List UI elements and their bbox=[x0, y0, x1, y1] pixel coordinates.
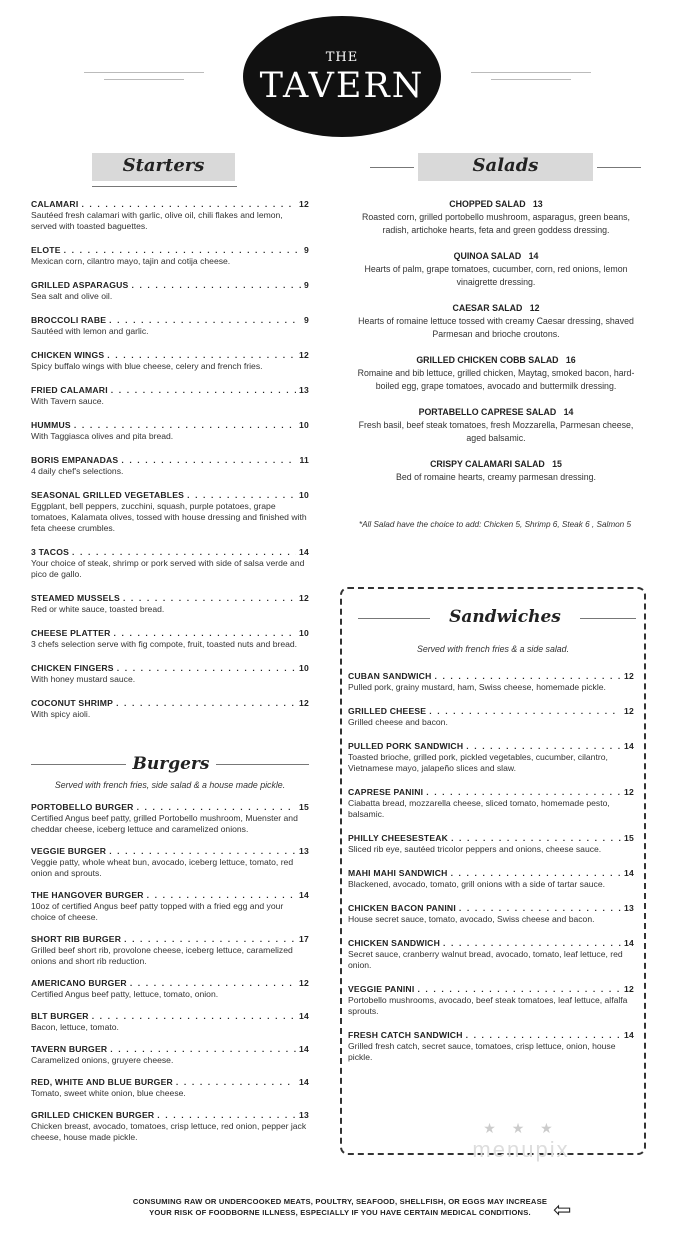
menu-item bbox=[31, 244, 309, 267]
menu-item-name: SEASONAL GRILLED VEGETABLES bbox=[31, 490, 185, 500]
menu-item-price: 9 bbox=[304, 280, 309, 290]
burgers-heading: Burgers bbox=[132, 754, 210, 774]
menu-item-price: 14 bbox=[299, 890, 309, 900]
menu-item-price: 12 bbox=[299, 698, 309, 708]
menu-item-header bbox=[348, 705, 634, 717]
dot-leader bbox=[117, 662, 296, 674]
menu-item-name: THE HANGOVER BURGER bbox=[31, 890, 144, 900]
menu-item-price: 12 bbox=[624, 671, 634, 681]
salad-item-description: Bed of romaine hearts, creamy parmesan dressing. bbox=[396, 472, 596, 482]
decorative-line bbox=[491, 79, 571, 80]
menu-item-name: PHILLY CHEESESTEAK bbox=[348, 833, 449, 843]
menu-item-header bbox=[31, 489, 309, 501]
menu-item-price: 12 bbox=[624, 706, 634, 716]
menu-item-price: 10 bbox=[299, 490, 309, 500]
dot-leader bbox=[92, 1010, 296, 1022]
dot-leader bbox=[109, 845, 296, 857]
dot-leader bbox=[466, 1029, 621, 1041]
salad-item bbox=[354, 354, 638, 392]
salad-item-header bbox=[354, 406, 638, 419]
menu-item bbox=[31, 546, 309, 580]
menu-item bbox=[31, 697, 309, 720]
menu-item-name: PULLED PORK SANDWICH bbox=[348, 741, 464, 751]
burgers-rule-left bbox=[31, 764, 126, 765]
menu-item-price: 11 bbox=[299, 455, 309, 465]
dot-leader bbox=[187, 489, 296, 501]
salads-rule-right bbox=[597, 167, 641, 168]
menu-item-description: Ciabatta bread, mozzarella cheese, sliced tomato, homemade pesto, balsamic. bbox=[348, 798, 610, 819]
menu-item-description: Mexican corn, cilantro mayo, tajin and cotija cheese. bbox=[31, 256, 231, 266]
dot-leader bbox=[434, 670, 621, 682]
salad-item-header bbox=[354, 458, 638, 471]
back-arrow-icon[interactable]: ⇦ bbox=[553, 1197, 572, 1222]
menu-item-name: SHORT RIB BURGER bbox=[31, 934, 122, 944]
menu-item-header bbox=[31, 933, 309, 945]
menu-item-name: MAHI MAHI SANDWICH bbox=[348, 868, 448, 878]
menu-item-price: 15 bbox=[299, 802, 309, 812]
menu-item-description: With honey mustard sauce. bbox=[31, 674, 136, 684]
menu-item-name: HUMMUS bbox=[31, 420, 71, 430]
menu-item-name: BLT BURGER bbox=[31, 1011, 89, 1021]
menu-item-header bbox=[31, 1043, 309, 1055]
menu-item-name: VEGGIE BURGER bbox=[31, 846, 107, 856]
menu-item bbox=[31, 454, 309, 477]
decorative-line bbox=[104, 79, 184, 80]
menu-item-description: Bacon, lettuce, tomato. bbox=[31, 1022, 119, 1032]
menu-item-name: CHEESE PLATTER bbox=[31, 628, 111, 638]
menu-item-description: 10oz of certified Angus beef patty topped with a fried egg and your choice of cheese. bbox=[31, 901, 284, 922]
menu-item-description: Certified Angus beef patty, grilled Portobello mushroom, Muenster and cheddar cheese, iceberg lettuce and caramelized onions. bbox=[31, 813, 298, 834]
menu-item-price: 14 bbox=[624, 938, 634, 948]
menu-item-price: 12 bbox=[299, 593, 309, 603]
menu-item-price: 14 bbox=[624, 1030, 634, 1040]
menu-item-header bbox=[31, 454, 309, 466]
menu-item-description: Caramelized onions, gruyere cheese. bbox=[31, 1055, 174, 1065]
menu-item bbox=[31, 419, 309, 442]
dot-leader bbox=[451, 867, 621, 879]
menu-item bbox=[31, 627, 309, 650]
dot-leader bbox=[451, 832, 621, 844]
dot-leader bbox=[176, 1076, 296, 1088]
burgers-rule-right bbox=[216, 764, 309, 765]
dot-leader bbox=[157, 1109, 296, 1121]
menu-item-name: BORIS EMPANADAS bbox=[31, 455, 119, 465]
menu-item-header bbox=[348, 786, 634, 798]
menu-item-price: 13 bbox=[624, 903, 634, 913]
dot-leader bbox=[130, 977, 296, 989]
salad-addons-note: *All Salad have the choice to add: Chicken 5, Shrimp 6, Steak 6 , Salmon 5 bbox=[358, 520, 632, 529]
salads-list bbox=[354, 198, 638, 498]
menu-item-description: Chicken breast, avocado, tomatoes, crisp lettuce, red onion, pepper jack cheese, house made pickle. bbox=[31, 1121, 307, 1142]
menu-item-price: 13 bbox=[299, 1110, 309, 1120]
menu-item-price: 12 bbox=[624, 787, 634, 797]
menu-item-description: Pulled pork, grainy mustard, ham, Swiss cheese, homemade pickle. bbox=[348, 682, 606, 692]
dot-leader bbox=[137, 801, 296, 813]
dot-leader bbox=[114, 627, 297, 639]
dot-leader bbox=[417, 983, 621, 995]
salad-item-name: QUINOA SALAD bbox=[453, 251, 522, 261]
menu-item-description: Secret sauce, cranberry walnut bread, avocado, tomato, leaf lettuce, red onion. bbox=[348, 949, 623, 970]
menu-item bbox=[31, 662, 309, 685]
menu-item-price: 13 bbox=[299, 846, 309, 856]
menu-item-header bbox=[31, 1109, 309, 1121]
menu-item-price: 13 bbox=[299, 385, 309, 395]
starters-list bbox=[31, 198, 309, 732]
menu-item-description: House secret sauce, tomato, avocado, Swiss cheese and bacon. bbox=[348, 914, 595, 924]
menu-item-price: 14 bbox=[299, 1011, 309, 1021]
menu-item-name: 3 TACOS bbox=[31, 547, 70, 557]
menu-item-header bbox=[31, 1076, 309, 1088]
menu-item-price: 12 bbox=[624, 984, 634, 994]
menu-item-description: With Taggiasca olives and pita bread. bbox=[31, 431, 174, 441]
salad-item-price: 14 bbox=[563, 407, 574, 417]
menu-item-header bbox=[31, 845, 309, 857]
salad-item bbox=[354, 250, 638, 288]
salad-item-name: CAESAR SALAD bbox=[452, 303, 523, 313]
menu-item-name: FRESH CATCH SANDWICH bbox=[348, 1030, 463, 1040]
menu-item bbox=[31, 1010, 309, 1033]
menu-item bbox=[348, 1029, 634, 1063]
menu-item-description: Your choice of steak, shrimp or pork served with side of salsa verde and pico de gallo. bbox=[31, 558, 305, 579]
menu-item-header bbox=[31, 889, 309, 901]
menu-item bbox=[31, 1109, 309, 1143]
menu-item-price: 10 bbox=[299, 628, 309, 638]
salad-item-price: 16 bbox=[565, 355, 576, 365]
menu-item bbox=[348, 937, 634, 971]
salad-item-header bbox=[354, 302, 638, 315]
menu-item-name: GRILLED CHEESE bbox=[348, 706, 427, 716]
menu-item-header bbox=[31, 697, 309, 709]
starters-heading: Starters bbox=[92, 153, 235, 181]
burgers-list bbox=[31, 801, 309, 1153]
menu-item-name: COCONUT SHRIMP bbox=[31, 698, 114, 708]
menu-item-price: 14 bbox=[624, 868, 634, 878]
menu-item-name: AMERICANO BURGER bbox=[31, 978, 127, 988]
salad-item bbox=[354, 198, 638, 236]
menu-item-description: 3 chefs selection serve with fig compote, fruit, toasted nuts and bread. bbox=[31, 639, 298, 649]
dot-leader bbox=[426, 786, 621, 798]
menu-item-description: Red or white sauce, toasted bread. bbox=[31, 604, 165, 614]
menu-item bbox=[31, 314, 309, 337]
burgers-subtitle: Served with french fries, side salad & a house made pickle. bbox=[54, 780, 286, 790]
tavern-logo bbox=[243, 16, 441, 137]
menu-item bbox=[348, 786, 634, 820]
menu-item-price: 17 bbox=[299, 934, 309, 944]
sandwiches-list bbox=[348, 670, 634, 1075]
menu-item-name: VEGGIE PANINI bbox=[348, 984, 415, 994]
menu-item-description: With spicy aioli. bbox=[31, 709, 91, 719]
menu-item-name: CHICKEN SANDWICH bbox=[348, 938, 440, 948]
menu-item-header bbox=[31, 198, 309, 210]
menu-item-description: Grilled beef short rib, provolone cheese, iceberg lettuce, caramelized onions and short rib reduction. bbox=[31, 945, 293, 966]
menu-item-description: Grilled fresh catch, secret sauce, tomatoes, crisp lettuce, onion, house pickle. bbox=[348, 1041, 616, 1062]
menu-item-header bbox=[31, 546, 309, 558]
menu-item-description: Toasted brioche, grilled pork, pickled vegetables, cucumber, cilantro, Vietnamese mayo, jalapeño slices and slaw. bbox=[348, 752, 608, 773]
menu-item-price: 14 bbox=[624, 741, 634, 751]
salad-item-description: Hearts of romaine lettuce tossed with creamy Caesar dressing, shaved Parmesan and brioche croutons. bbox=[358, 316, 634, 339]
menu-item-name: TAVERN BURGER bbox=[31, 1044, 108, 1054]
watermark-stars: ★ ★ ★ bbox=[483, 1120, 559, 1136]
menu-item-header bbox=[31, 384, 309, 396]
salad-item bbox=[354, 458, 638, 484]
dot-leader bbox=[107, 349, 296, 361]
menu-item-name: GRILLED ASPARAGUS bbox=[31, 280, 129, 290]
salads-rule-left bbox=[370, 167, 414, 168]
salad-item-description: Romaine and bib lettuce, grilled chicken, Maytag, smoked bacon, hard-boiled egg, grape tomatoes, avocado and buttermilk dressing. bbox=[357, 368, 635, 391]
menu-item-description: Sea salt and olive oil. bbox=[31, 291, 113, 301]
dot-leader bbox=[64, 244, 301, 256]
menu-item-name: CHICKEN BACON PANINI bbox=[348, 903, 456, 913]
salad-item-name: GRILLED CHICKEN COBB SALAD bbox=[416, 355, 559, 365]
menu-item-name: CUBAN SANDWICH bbox=[348, 671, 432, 681]
dot-leader bbox=[110, 1043, 296, 1055]
salad-item bbox=[354, 302, 638, 340]
menu-item-name: ELOTE bbox=[31, 245, 61, 255]
menu-item-description: Sautéed with lemon and garlic. bbox=[31, 326, 149, 336]
menu-item-description: Certified Angus beef patty, lettuce, tomato, onion. bbox=[31, 989, 219, 999]
menu-item-header bbox=[31, 801, 309, 813]
menu-item bbox=[31, 1076, 309, 1099]
menu-item-header bbox=[31, 592, 309, 604]
menu-item-price: 14 bbox=[299, 547, 309, 557]
menu-item-description: Eggplant, bell peppers, zucchini, squash, purple potatoes, grape tomatoes, Kalamata olives, tossed with house dressing and finished with feta cheese crumbles. bbox=[31, 501, 307, 533]
menu-item-header bbox=[31, 244, 309, 256]
menu-item-name: BROCCOLI RABE bbox=[31, 315, 107, 325]
menu-item-price: 14 bbox=[299, 1044, 309, 1054]
watermark-text: menupix bbox=[472, 1137, 570, 1162]
health-warning-line2: YOUR RISK OF FOODBORNE ILLNESS, ESPECIALLY IF YOU HAVE CERTAIN MEDICAL CONDITIONS. bbox=[149, 1208, 531, 1217]
menu-item bbox=[348, 705, 634, 728]
salad-item-name: PORTABELLO CAPRESE SALAD bbox=[418, 407, 557, 417]
dot-leader bbox=[443, 937, 621, 949]
sandwiches-subtitle: Served with french fries & a side salad. bbox=[416, 644, 570, 654]
menu-item bbox=[348, 983, 634, 1017]
salad-item-price: 14 bbox=[528, 251, 539, 261]
dot-leader bbox=[109, 314, 301, 326]
menu-item-description: With Tavern sauce. bbox=[31, 396, 104, 406]
menu-item bbox=[31, 279, 309, 302]
menu-item bbox=[31, 592, 309, 615]
dot-leader bbox=[124, 933, 296, 945]
logo-tavern: TAVERN bbox=[259, 66, 425, 106]
salad-item-name: CRISPY CALAMARI SALAD bbox=[430, 459, 545, 469]
dot-leader bbox=[111, 384, 296, 396]
decorative-line bbox=[84, 72, 204, 73]
menu-item bbox=[31, 845, 309, 879]
menu-item-price: 9 bbox=[304, 245, 309, 255]
menu-item bbox=[31, 384, 309, 407]
menu-item bbox=[348, 670, 634, 693]
menu-item-name: CHICKEN FINGERS bbox=[31, 663, 114, 673]
menu-item-price: 10 bbox=[299, 420, 309, 430]
menu-item-description: Portobello mushrooms, avocado, beef steak tomatoes, leaf lettuce, alfalfa sprouts. bbox=[348, 995, 628, 1016]
menu-item-description: 4 daily chef's selections. bbox=[31, 466, 124, 476]
menu-item-description: Blackened, avocado, tomato, grill onions with a side of tartar sauce. bbox=[348, 879, 605, 889]
health-warning-line1: CONSUMING RAW OR UNDERCOOKED MEATS, POULTRY, SEAFOOD, SHELLFISH, OR EGGS MAY INCREASE bbox=[132, 1197, 548, 1206]
decorative-line bbox=[471, 72, 591, 73]
menu-item-header bbox=[31, 1010, 309, 1022]
menu-item-description: Sliced rib eye, sautéed tricolor peppers and onions, cheese sauce. bbox=[348, 844, 602, 854]
salad-item-header bbox=[354, 354, 638, 367]
salad-item-price: 12 bbox=[529, 303, 540, 313]
menu-item-description: Tomato, sweet white onion, blue cheese. bbox=[31, 1088, 186, 1098]
menu-item-price: 12 bbox=[299, 199, 309, 209]
menu-item bbox=[348, 867, 634, 890]
menu-item-header bbox=[31, 419, 309, 431]
menu-item-name: CAPRESE PANINI bbox=[348, 787, 424, 797]
salad-item-description: Roasted corn, grilled portobello mushroom, asparagus, green beans, radish, artichoke hearts, feta and green goddess dressing. bbox=[362, 212, 630, 235]
salad-item-description: Fresh basil, beef steak tomatoes, fresh Mozzarella, Parmesan cheese, aged balsamic. bbox=[358, 420, 634, 443]
menu-item bbox=[31, 977, 309, 1000]
menu-item bbox=[348, 740, 634, 774]
menu-item-header bbox=[348, 902, 634, 914]
dot-leader bbox=[123, 592, 296, 604]
menu-item-price: 9 bbox=[304, 315, 309, 325]
menu-item-name: RED, WHITE AND BLUE BURGER bbox=[31, 1077, 173, 1087]
dot-leader bbox=[429, 705, 621, 717]
salad-item bbox=[354, 406, 638, 444]
dot-leader bbox=[74, 419, 296, 431]
dot-leader bbox=[81, 198, 296, 210]
menu-item-description: Sautéed fresh calamari with garlic, olive oil, chili flakes and lemon, served with toasted baguettes. bbox=[31, 210, 283, 231]
dot-leader bbox=[72, 546, 296, 558]
menu-item bbox=[348, 902, 634, 925]
menu-item-header bbox=[348, 1029, 634, 1041]
menu-item-description: Spicy buffalo wings with blue cheese, celery and french fries. bbox=[31, 361, 263, 371]
menu-item-header bbox=[348, 670, 634, 682]
menu-item-price: 12 bbox=[299, 978, 309, 988]
menu-item-price: 15 bbox=[624, 833, 634, 843]
menu-item bbox=[31, 349, 309, 372]
watermark bbox=[446, 1120, 596, 1163]
salad-item-price: 13 bbox=[532, 199, 543, 209]
menu-item bbox=[31, 801, 309, 835]
menu-item-price: 10 bbox=[299, 663, 309, 673]
sandwiches-rule-left bbox=[358, 618, 430, 619]
menu-item-header bbox=[31, 279, 309, 291]
menu-item bbox=[31, 889, 309, 923]
menu-item bbox=[31, 489, 309, 534]
menu-item bbox=[31, 198, 309, 232]
menu-item-header bbox=[348, 937, 634, 949]
sandwiches-rule-right bbox=[580, 618, 636, 619]
sandwiches-heading: Sandwiches bbox=[449, 607, 561, 627]
menu-item-header bbox=[348, 983, 634, 995]
menu-item-header bbox=[31, 349, 309, 361]
menu-item-header bbox=[31, 662, 309, 674]
menu-item-description: Veggie patty, whole wheat bun, avocado, iceberg lettuce, tomato, red onion and sprouts. bbox=[31, 857, 294, 878]
menu-item-name: PORTOBELLO BURGER bbox=[31, 802, 134, 812]
dot-leader bbox=[131, 279, 301, 291]
dot-leader bbox=[466, 740, 621, 752]
menu-item-description: Grilled cheese and bacon. bbox=[348, 717, 448, 727]
salad-item-name: CHOPPED SALAD bbox=[449, 199, 526, 209]
dot-leader bbox=[121, 454, 296, 466]
menu-item bbox=[31, 1043, 309, 1066]
menu-item-name: FRIED CALAMARI bbox=[31, 385, 108, 395]
dot-leader bbox=[147, 889, 296, 901]
dot-leader bbox=[459, 902, 621, 914]
menu-item-header bbox=[31, 314, 309, 326]
menu-item bbox=[348, 832, 634, 855]
menu-item-header bbox=[31, 627, 309, 639]
menu-item-name: GRILLED CHICKEN BURGER bbox=[31, 1110, 155, 1120]
menu-item-name: CHICKEN WINGS bbox=[31, 350, 105, 360]
menu-item-price: 14 bbox=[299, 1077, 309, 1087]
salad-item-price: 15 bbox=[552, 459, 562, 469]
menu-item-header bbox=[348, 832, 634, 844]
menu-item-header bbox=[348, 867, 634, 879]
menu-item-header bbox=[31, 977, 309, 989]
menu-item bbox=[31, 933, 309, 967]
salad-item-header bbox=[354, 250, 638, 263]
menu-item-price: 12 bbox=[299, 350, 309, 360]
menu-item-name: STEAMED MUSSELS bbox=[31, 593, 120, 603]
menu-item-header bbox=[348, 740, 634, 752]
salad-item-description: Hearts of palm, grape tomatoes, cucumber, corn, red onions, lemon vinaigrette dressing. bbox=[364, 264, 628, 287]
dot-leader bbox=[116, 697, 296, 709]
starters-rule bbox=[92, 186, 237, 187]
health-warning bbox=[60, 1196, 620, 1218]
salad-item-header bbox=[354, 198, 638, 211]
salads-heading: Salads bbox=[418, 153, 593, 181]
menu-item-name: CALAMARI bbox=[31, 199, 79, 209]
logo-the: THE bbox=[325, 50, 359, 65]
